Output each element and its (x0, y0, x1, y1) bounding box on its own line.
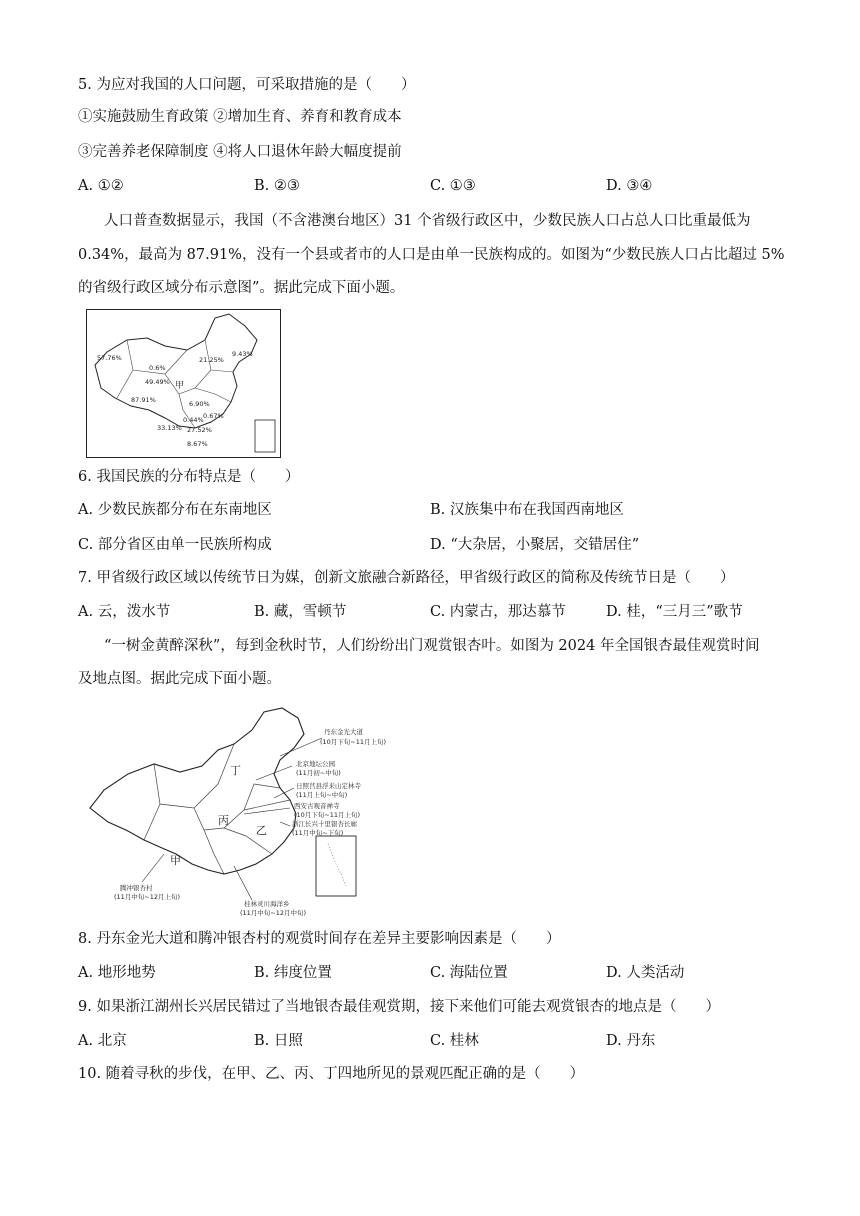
map1-label: 87.91% (131, 396, 156, 404)
map2-label: (10月下旬~11月上旬) (294, 811, 361, 819)
q7-option-a: A. 云，泼水节 (78, 604, 171, 620)
q10-stem: 10. 随着寻秋的步伐，在甲、乙、丙、丁四地所见的景观匹配正确的是（ ） (78, 1066, 585, 1082)
q8-stem: 8. 丹东金光大道和腾冲银杏村的观赏时间存在差异主要影响因素是（ ） (78, 931, 561, 947)
map2-label: (11月中旬~12月中旬) (240, 909, 307, 917)
q6-stem: 6. 我国民族的分布特点是（ ） (78, 469, 300, 485)
q6-option-a: A. 少数民族都分布在东南地区 (78, 502, 272, 518)
q8-option-d: D. 人类活动 (606, 965, 685, 981)
map2-label: 桂林灵川海洋乡 (244, 900, 290, 908)
china-outline (90, 708, 304, 874)
map2-label: 日照莒县浮来山定林寺 (296, 782, 361, 790)
map1-label: 57.76% (97, 354, 122, 362)
map2-label: 西安古观音禅寺 (294, 802, 340, 810)
passage2-line-2: 及地点图。据此完成下面小题。 (78, 671, 281, 687)
map2-label: 丙 (218, 814, 229, 827)
q8-option-a: A. 地形地势 (78, 965, 156, 981)
q5-option-b: B. ②③ (254, 178, 300, 194)
map2-label: 浙江长兴十里银杏长廊 (292, 820, 357, 828)
map2-label: 乙 (256, 824, 267, 837)
map2-label: (10月下旬~11月上旬) (320, 738, 387, 746)
q9-option-a: A. 北京 (78, 1033, 127, 1049)
q7-stem: 7. 甲省级行政区域以传统节日为媒，创新文旅融合新路径，甲省级行政区的简称及传统节日是（ ） (78, 570, 735, 586)
q5-option-a: A. ①② (78, 178, 124, 194)
map2-label: (11月中旬~12月上旬) (114, 893, 181, 901)
q9-option-c: C. 桂林 (430, 1033, 479, 1049)
q9-stem: 9. 如果浙江湖州长兴居民错过了当地银杏最佳观赏期，接下来他们可能去观赏银杏的地点是（ ） (78, 999, 720, 1015)
map1-label: 0.67% (203, 412, 224, 420)
q6-option-d: D. “大杂居，小聚居，交错居住” (430, 537, 640, 553)
q7-option-c: C. 内蒙古，那达慕节 (430, 604, 566, 620)
passage2-line-1: “一树金黄醉深秋”，每到金秋时节，人们纷纷出门观赏银杏叶。如图为 2024 年全国银杏最佳观赏时间 (104, 638, 760, 654)
q6-option-b: B. 汉族集中布在我国西南地区 (430, 502, 624, 518)
passage1-line-2: 0.34%，最高为 87.91%，没有一个县或者市的人口是由单一民族构成的。如图为“少数民族人口占比超过 5% (78, 247, 785, 263)
map1-label: 6.90% (189, 400, 210, 408)
q9-option-b: B. 日照 (254, 1033, 303, 1049)
q8-option-b: B. 纬度位置 (254, 965, 332, 981)
ginkgo-viewing-map (84, 704, 394, 918)
map1-label: 27.52% (187, 426, 212, 434)
map1-label: 49.49% (145, 378, 170, 386)
china-outline (95, 314, 257, 428)
q6-option-c: C. 部分省区由单一民族所构成 (78, 537, 272, 553)
map1-label: 0.44% (183, 416, 204, 424)
minority-population-map (86, 309, 281, 458)
map2-label: 腾冲银杏村 (120, 884, 153, 892)
map1-label: 21.25% (199, 356, 224, 364)
map1-label: 甲 (175, 381, 185, 391)
map2-label: (11月初~中旬) (296, 769, 341, 777)
map1-label: 33.13% (157, 424, 182, 432)
q9-option-d: D. 丹东 (606, 1033, 656, 1049)
q5-option-d: D. ③④ (606, 178, 653, 194)
passage1-line-1: 人口普查数据显示，我国（不含港澳台地区）31 个省级行政区中，少数民族人口占总人口比重最低为 (104, 213, 751, 229)
map2-label: 甲 (170, 854, 181, 867)
q8-option-c: C. 海陆位置 (430, 965, 508, 981)
map2-label: 丹东金光大道 (324, 728, 363, 736)
map1-label: 0.6% (149, 364, 166, 372)
map2-label: 丁 (230, 764, 241, 777)
q7-option-d: D. 桂，“三月三”歌节 (606, 604, 743, 620)
map1-label: 9.43% (232, 350, 253, 358)
q5-option-c: C. ①③ (430, 178, 476, 194)
q5-stem: 5. 为应对我国的人口问题，可采取措施的是（ ） (78, 77, 416, 93)
map1-label: 8.67% (187, 440, 208, 448)
q5-statement-2: ③完善养老保障制度 ④将人口退休年龄大幅度提前 (78, 144, 402, 160)
passage1-line-3: 的省级行政区域分布示意图”。据此完成下面小题。 (78, 280, 405, 296)
map2-label: 北京地坛公园 (296, 760, 335, 768)
q7-option-b: B. 藏，雪顿节 (254, 604, 347, 620)
q5-statement-1: ①实施鼓励生育政策 ②增加生育、养育和教育成本 (78, 109, 402, 125)
map2-label: (11月上旬~中旬) (296, 791, 348, 799)
map2-label: (11月中旬~下旬) (292, 829, 344, 837)
